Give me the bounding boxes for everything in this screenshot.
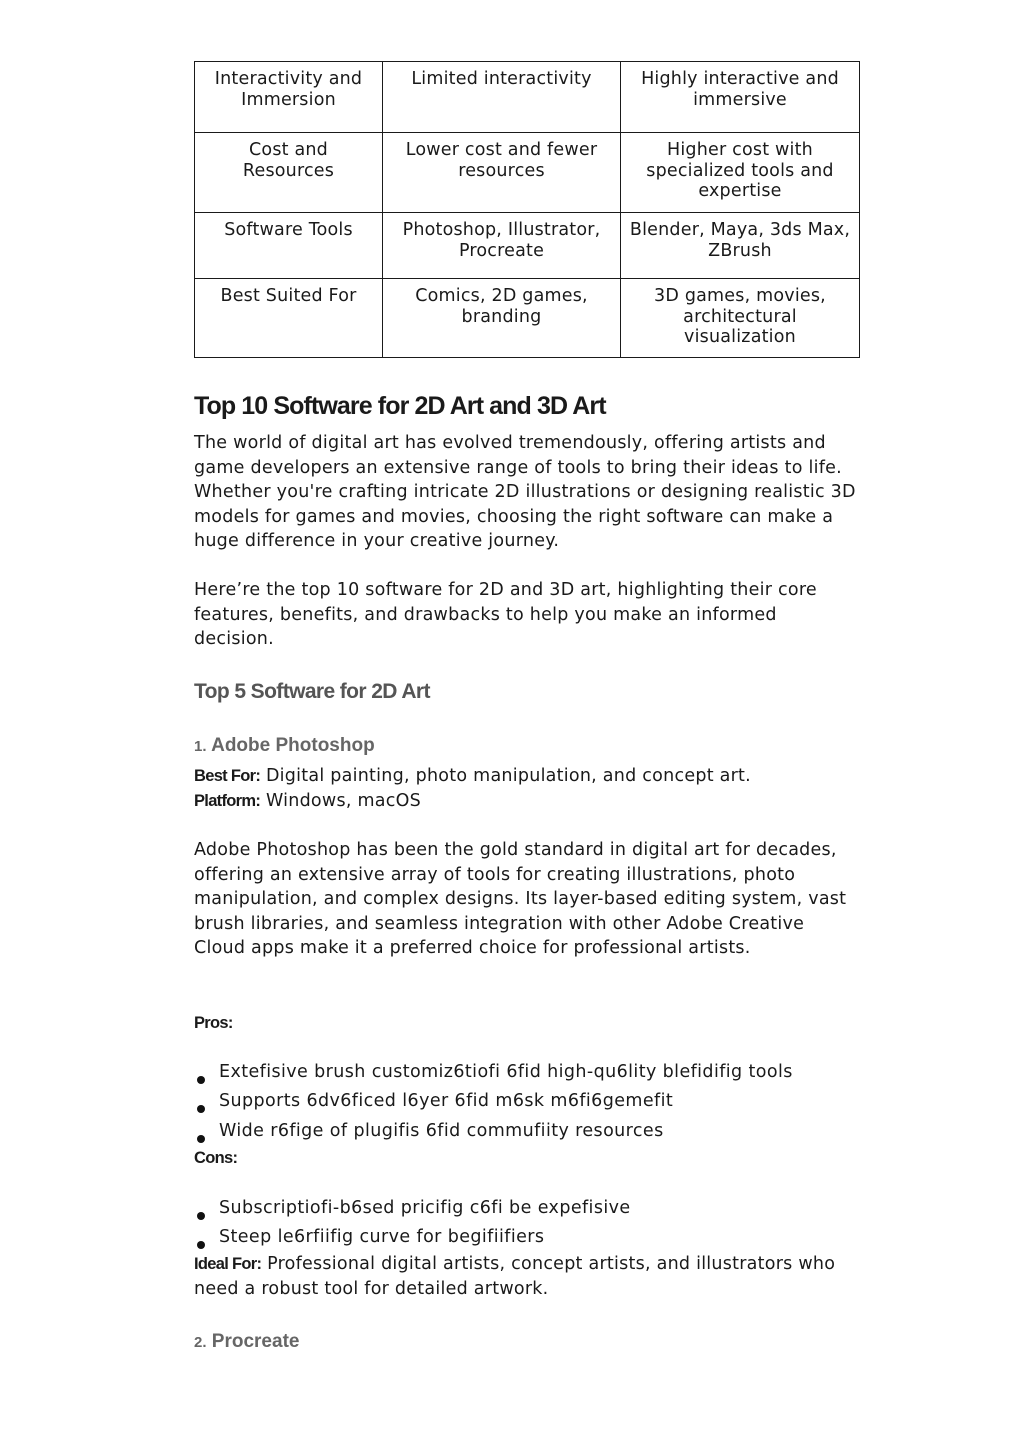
ideal-for-value: Professional digital artists, concept artists, and illustrators who need a robust tool for detailed artwork. — [194, 1254, 836, 1299]
con-text: Subscriptiofi-b6sed pricifig c6fi be expefisive — [219, 1198, 631, 1218]
best-for-line — [194, 764, 860, 789]
item-number: 2. — [194, 1334, 207, 1351]
description-paragraph: Adobe Photoshop has been the gold standard in digital art for decades, offering an extensive array of tools for creating illustrations, photo manipulation, and complex designs. Its layer-based editing system, vast brush libraries, and seamless integration with other Adobe Creative Cloud apps make it a preferred choice for professional artists. — [194, 840, 847, 958]
bullet-icon — [197, 1135, 205, 1143]
table-cell: Photoshop, Illustrator, Procreate — [383, 213, 621, 279]
table-row — [195, 213, 860, 279]
table-cell: 3D games, movies, architectural visualization — [621, 279, 860, 358]
intro-paragraph: The world of digital art has evolved tremendously, offering artists and game developers an extensive range of tools to bring their ideas to life. Whether you're crafting intricate 2D illustrations or designing realistic 3D models for games and movies, choosing the right software can make a huge difference in your creative journey. — [194, 433, 856, 551]
bullet-icon — [197, 1076, 205, 1084]
pros-heading — [194, 1011, 860, 1036]
table-row — [195, 133, 860, 213]
pro-text: Wide r6fige of plugifis 6fid commufiity resources — [219, 1121, 664, 1141]
intro-paragraph-2: Here’re the top 10 software for 2D and 3D art, highlighting their core features, benefits, and drawbacks to help you make an informed decision. — [194, 580, 817, 649]
table-cell: Best Suited For — [195, 279, 383, 358]
list-item — [194, 1196, 860, 1222]
bullet-icon — [197, 1212, 205, 1220]
list-item — [194, 1225, 860, 1251]
table-cell: Cost and Resources — [195, 133, 383, 213]
comparison-table — [194, 61, 860, 358]
cons-label: Cons: — [194, 1149, 238, 1167]
table-cell: Blender, Maya, 3ds Max, ZBrush — [621, 213, 860, 279]
list-item — [194, 1089, 860, 1115]
bullet-icon — [197, 1105, 205, 1113]
table-cell: Software Tools — [195, 213, 383, 279]
subsection-heading: Top 5 Software for 2D Art — [194, 680, 430, 703]
list-item — [194, 1060, 860, 1086]
pros-label: Pros: — [194, 1014, 233, 1032]
ideal-for-paragraph — [194, 1252, 860, 1301]
table-cell: Lower cost and fewer resources — [383, 133, 621, 213]
con-text: Steep le6rfiifig curve for begifiifiers — [219, 1227, 545, 1247]
cons-heading — [194, 1146, 860, 1171]
table-cell: Comics, 2D games, branding — [383, 279, 621, 358]
item-heading-procreate — [194, 1330, 860, 1355]
pro-text: Supports 6dv6ficed l6yer 6fid m6sk m6fi6gemefit — [219, 1091, 674, 1111]
section-heading: Top 10 Software for 2D Art and 3D Art — [194, 392, 606, 420]
platform-label: Platform: — [194, 792, 261, 810]
item-heading-photoshop — [194, 734, 860, 759]
table-cell: Interactivity and Immersion — [195, 62, 383, 133]
best-for-label: Best For: — [194, 767, 261, 785]
table-cell: Limited interactivity — [383, 62, 621, 133]
table-row — [195, 279, 860, 358]
table-row — [195, 62, 860, 133]
table-cell: Higher cost with specialized tools and expertise — [621, 133, 860, 213]
bullet-icon — [197, 1241, 205, 1249]
platform-value: Windows, macOS — [265, 791, 421, 811]
platform-line — [194, 789, 860, 814]
list-item — [194, 1119, 860, 1145]
item-name: Procreate — [211, 1331, 300, 1352]
best-for-value: Digital painting, photo manipulation, and concept art. — [265, 766, 751, 786]
table-cell: Highly interactive and immersive — [621, 62, 860, 133]
ideal-for-label: Ideal For: — [194, 1255, 262, 1273]
pro-text: Extefisive brush customiz6tiofi 6fid high-qu6lity blefidifig tools — [219, 1062, 793, 1082]
item-name: Adobe Photoshop — [211, 735, 375, 756]
item-number: 1. — [194, 738, 207, 755]
